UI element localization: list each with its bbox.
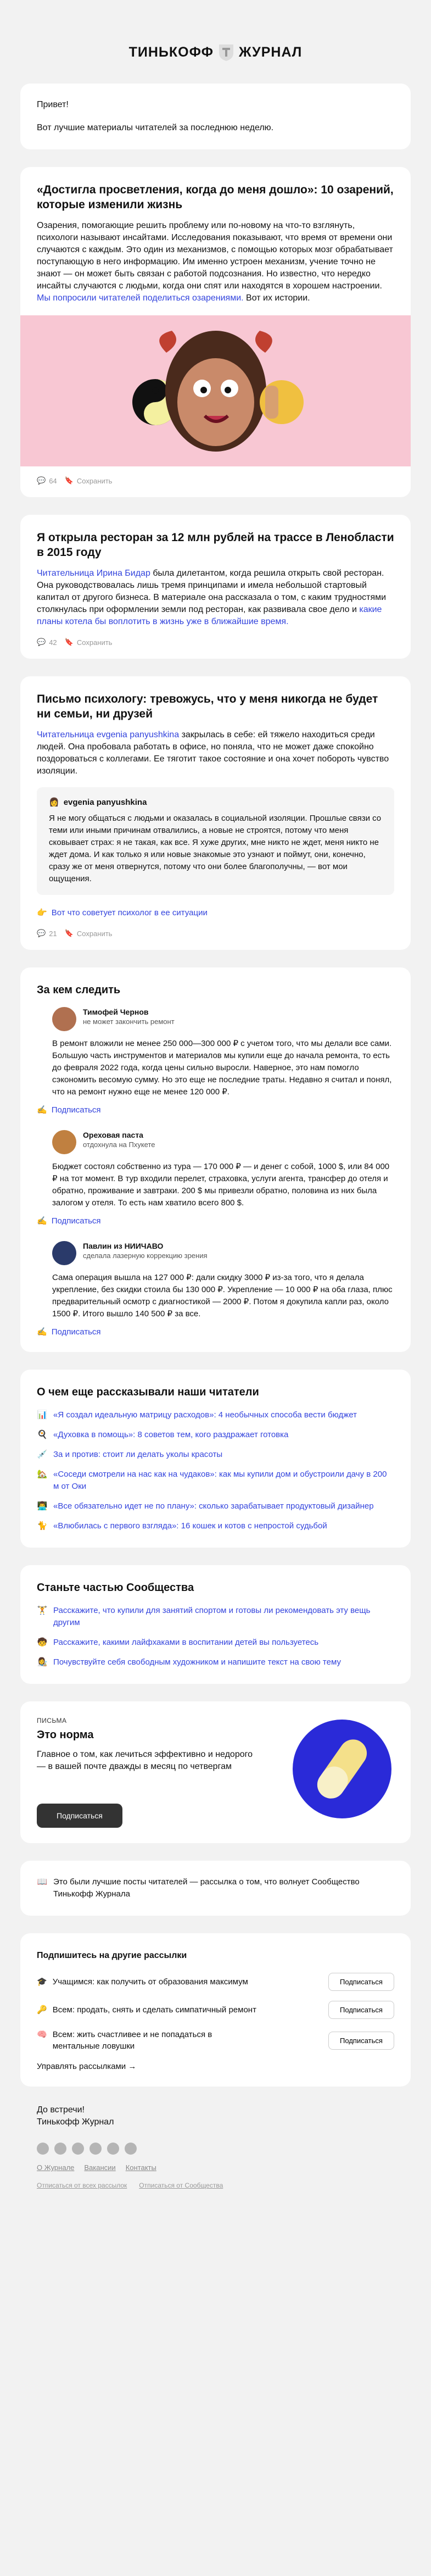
subscribe-button[interactable]: Подписаться	[37, 1804, 122, 1828]
author-sub: отдохнула на Пхукете	[83, 1140, 155, 1149]
article-link[interactable]: какие планы котела бы воплотить в жизнь уже в ближайшие время.	[37, 605, 382, 626]
house-icon: 🏡	[37, 1470, 48, 1479]
manage-newsletters-link[interactable]: Управлять рассылками →	[37, 2062, 137, 2071]
logo-left: ТИНЬКОФФ	[128, 44, 214, 60]
greeting-card	[20, 84, 411, 149]
newsletter-title: Это норма	[37, 1729, 94, 1741]
footer-bye: До встречи!	[37, 2105, 85, 2115]
follow-item	[37, 1007, 394, 1115]
key-icon: 🔑	[37, 2005, 47, 2015]
article-meta	[20, 628, 411, 659]
save-button[interactable]: 🔖 Сохранить	[64, 638, 113, 647]
author-name[interactable]: Ореховая паста	[83, 1131, 143, 1139]
footer-sign: Тинькофф Журнал	[37, 2117, 114, 2127]
bookmark-icon: 🔖	[64, 476, 74, 485]
newsletter-subscribe-button[interactable]: Подписаться	[328, 2001, 394, 2019]
article-card-1	[20, 167, 411, 497]
community-link[interactable]: Расскажите, что купили для занятий спортом и готовы ли рекомендовать эту вещь другим	[53, 1606, 371, 1627]
avatar[interactable]	[52, 1007, 76, 1031]
logo-right: ЖУРНАЛ	[238, 44, 303, 60]
plus-icon: ✍️	[37, 1105, 47, 1115]
avatar[interactable]	[52, 1130, 76, 1154]
greeting-intro: Вот лучшие материалы читателей за последнюю неделю.	[37, 123, 274, 132]
unsubscribe-links	[37, 2182, 394, 2189]
author-link[interactable]: Читательница Ирина Бидар	[37, 569, 150, 578]
follow-card	[20, 967, 411, 1352]
greeting-hello: Привет!	[37, 100, 69, 109]
footer-links	[37, 2163, 394, 2172]
digest-text: Это были лучшие посты читателей — рассылка о том, что волнует Сообщество Тинькофф Журнала	[53, 1877, 360, 1899]
bookmark-icon: 🔖	[64, 929, 74, 937]
newsletter-promo-card	[20, 1701, 411, 1843]
article-link[interactable]: Вот что советует психолог в ее ситуации	[51, 908, 208, 917]
vk-icon[interactable]	[37, 2143, 49, 2155]
avatar-icon: 👩	[49, 798, 59, 807]
follow-text: Бюджет состоял собственно из тура — 170 000 ₽ — и денег с собой, 1000 $, или 84 000 ₽ на тот момент. В тур входили перелет, страховка, услуги агента, трансфер до отеля и обратно, проживание и завтраки. 200 $ мы привезли обратно, половина из них была залогом у отеля. То есть нам хватило всего 800 $.	[52, 1162, 390, 1208]
children-icon: 🧒	[37, 1638, 48, 1647]
newsletter-row: 🔑 Всем: продать, снять и сделать симпатичный ремонт Подписаться	[37, 2001, 394, 2019]
logo[interactable]	[20, 33, 411, 71]
telegram-icon[interactable]	[72, 2143, 84, 2155]
author-name[interactable]: Павлин из НИИЧАВО	[83, 1242, 164, 1250]
section-title: За кем следить	[37, 984, 121, 996]
follow-item	[37, 1130, 394, 1226]
subscribe-link[interactable]: Подписаться	[51, 1216, 101, 1226]
pinterest-icon[interactable]	[125, 2143, 137, 2155]
article-card-3	[20, 676, 411, 950]
chart-icon: 📊	[37, 1410, 48, 1420]
student-icon: 🎓	[37, 1977, 47, 1987]
community-link[interactable]: Почувствуйте себя свободным художником и напишите текст на свою тему	[53, 1657, 341, 1667]
section-title: Станьте частью Сообщества	[37, 1582, 194, 1594]
pill-icon	[290, 1717, 394, 1821]
artist-icon: 👩‍🎨	[37, 1657, 48, 1667]
author-link[interactable]: Читательница evgenia panyushkina	[37, 730, 180, 739]
youtube-icon[interactable]	[89, 2143, 102, 2155]
digest-note-card	[20, 1861, 411, 1916]
author-sub: сделала лазерную коррекцию зрения	[83, 1251, 208, 1260]
article-title[interactable]: «Достигла просветления, когда до меня дошло»: 10 озарений, которые изменили жизнь	[37, 183, 394, 211]
unsubscribe-all-link[interactable]: Отписаться от всех рассылок	[37, 2182, 127, 2189]
hedgehog-illustration-icon	[100, 320, 331, 463]
article-meta	[20, 919, 411, 950]
article-meta	[20, 466, 411, 497]
community-card	[20, 1565, 411, 1684]
avatar[interactable]	[52, 1241, 76, 1265]
footer-link-contacts[interactable]: Контакты	[125, 2163, 156, 2172]
dumbbell-icon: 🏋️	[37, 1606, 48, 1615]
quote-text: Я не могу общаться с людьми и оказалась в социальной изоляции. Прошлые связи со теми или иными причинам отвалились, а новые не строятся, потому что меня сковывает страх: я не такая, как все. Я хуже других, мне никто не ждет, меня никто не ждет дома. И как только я или новые знакомые это узнают и поймут, они, конечно, сразу же от меня отвернутся, потому что они более благополучны, — вот мои ощущения.	[49, 814, 382, 883]
shield-logo-icon	[218, 42, 234, 62]
article-card-2	[20, 515, 411, 659]
plus-icon: ✍️	[37, 1216, 47, 1226]
cooking-icon: 🍳	[37, 1430, 48, 1439]
comments-count[interactable]: 💬 21	[37, 929, 57, 938]
section-title: Подпишитесь на другие рассылки	[37, 1951, 187, 1960]
footer-link-jobs[interactable]: Вакансии	[84, 2163, 116, 2172]
more-stories-card	[20, 1370, 411, 1548]
newsletter-kicker: ПИСЬМА	[37, 1717, 67, 1724]
community-link[interactable]: Расскажите, какими лайфхаками в воспитании детей вы пользуетесь	[53, 1638, 319, 1647]
footer-link-about[interactable]: О Журнале	[37, 2163, 75, 2172]
story-link[interactable]: За и против: стоит ли делать уколы красоты	[53, 1450, 223, 1459]
article-tail: Вот их истории.	[246, 293, 310, 303]
comments-count[interactable]: 💬 64	[37, 476, 57, 485]
zen-icon[interactable]	[107, 2143, 119, 2155]
quote-block	[37, 787, 394, 895]
subscribe-link[interactable]: Подписаться	[51, 1327, 101, 1337]
cat-icon: 🐈	[37, 1521, 48, 1531]
brain-icon: 🧠	[37, 2030, 47, 2039]
section-title: О чем еще рассказывали наши читатели	[37, 1386, 259, 1398]
syringe-icon: 💉	[37, 1450, 48, 1459]
follow-item	[37, 1241, 394, 1337]
follow-text: В ремонт вложили не менее 250 000—300 000 ₽ с учетом того, что мы делали все сами. Большую часть инструментов и материалов мы купили еще до начала ремонта, то есть до февраля 2022 года, когда цены сильно выросли. Наверное, это нам помогло сэкономить весомую сумму. Но это еще не последние траты. Недавно я считал и понял, что на ремонт нужно еще не менее 120 000 ₽.	[52, 1039, 392, 1097]
author-name[interactable]: Тимофей Чернов	[83, 1008, 149, 1016]
footer	[20, 2104, 411, 2222]
social-links	[37, 2143, 394, 2155]
designer-icon: 👨‍💻	[37, 1501, 48, 1511]
article-text: Озарения, помогающие решить проблему или по-новому на что-то взглянуть, психологи называют инсайтами. Исследования показывают, что время от времени они случаются с каждым. Это один из механизмов, с помощью которых мозг обрабатывает поступающую в него информацию. Им именно устроен механизм, учение точно не знают — он может быть связан с работой подсознания. Но известно, что нередко инсайты случаются с людьми, когда они спят или находятся в хорошем настроении.	[37, 221, 393, 291]
follow-text: Сама операция вышла на 127 000 ₽: дали скидку 3000 ₽ из-за того, что я делала укрепление, без скидки стоила бы 130 000 ₽. Укрепление — 10 000 ₽ на оба глаза, плюс предварительный осмотр с диагностикой — 2000 ₽. Потом я докупила капли раз, около 1500 ₽. Итого вышло 140 500 ₽ за все.	[52, 1273, 393, 1318]
other-newsletters-card	[20, 1933, 411, 2087]
arrow-icon: 👉	[37, 908, 47, 917]
newsletter-text: Главное о том, как лечиться эффективно и недорого — в вашей почте дважды в месяц по четвергам	[37, 1750, 253, 1771]
story-link[interactable]: «Духовка в помощь»: 8 советов тем, кого раздражает готовка	[53, 1430, 289, 1439]
book-icon: 📖	[37, 1877, 48, 1887]
article-illustration[interactable]	[20, 315, 411, 466]
quote-author: 👩 evgenia panyushkina	[49, 797, 147, 807]
article-text: закрылась в себе: ей тяжело находиться среди людей. Она пробовала работать в офисе, но поняла, что не может даже спокойно поздороваться с коллегами. Ее тяготит такое состояние и она хочет побороть чувство изоляции.	[37, 730, 389, 776]
unsubscribe-community-link[interactable]: Отписаться от Сообщества	[139, 2182, 223, 2189]
comment-icon: 💬	[37, 638, 46, 646]
article-text: была дилетантом, когда решила открыть свой ресторан. Она руководствовалась лишь тремя принципами и имела небольшой стартовый капитал от другого бизнеса. В материале она рассказала о том, с каким трудностями столкнулась при оформлении земли под ресторан, как развивала свое дело и	[37, 569, 387, 614]
email-container	[20, 0, 411, 2222]
story-link[interactable]: «Влюбилась с первого взгляда»: 16 кошек и котов с непростой судьбой	[53, 1521, 327, 1531]
author-sub: не может закончить ремонт	[83, 1017, 175, 1026]
newsletter-subscribe-button[interactable]: Подписаться	[328, 1973, 394, 1991]
newsletter-row: 🎓 Учащимся: как получить от образования максимум Подписаться	[37, 1973, 394, 1991]
story-link[interactable]: «Соседи смотрели на нас как на чудаков»: как мы купили дом и обустроили дачу в 200 м от Оки	[53, 1470, 387, 1491]
comments-count[interactable]: 💬 42	[37, 638, 57, 647]
newsletter-row: 🧠 Всем: жить счастливее и не попадаться в ментальные ловушки Подписаться	[37, 2029, 394, 2052]
bookmark-icon: 🔖	[64, 638, 74, 646]
article-title[interactable]: Письмо психологу: тревожусь, что у меня никогда не будет ни семьи, ни друзей	[37, 693, 378, 720]
story-link[interactable]: «Я создал идеальную матрицу расходов»: 4 необычных способа вести бюджет	[53, 1410, 357, 1420]
article-link[interactable]: Мы попросили читателей поделиться озарениями.	[37, 293, 244, 303]
story-link[interactable]: «Все обязательно идет не по плану»: сколько зарабатывает продуктовый дизайнер	[53, 1501, 374, 1511]
newsletter-subscribe-button[interactable]: Подписаться	[328, 2032, 394, 2050]
plus-icon: ✍️	[37, 1327, 47, 1337]
article-title[interactable]: Я открыла ресторан за 12 млн рублей на трассе в Ленобласти в 2015 году	[37, 531, 394, 559]
save-button[interactable]: 🔖 Сохранить	[64, 929, 113, 938]
comment-icon: 💬	[37, 929, 46, 937]
comment-icon: 💬	[37, 476, 46, 485]
subscribe-link[interactable]: Подписаться	[51, 1105, 101, 1115]
ok-icon[interactable]	[54, 2143, 66, 2155]
save-button[interactable]: 🔖 Сохранить	[64, 476, 113, 485]
